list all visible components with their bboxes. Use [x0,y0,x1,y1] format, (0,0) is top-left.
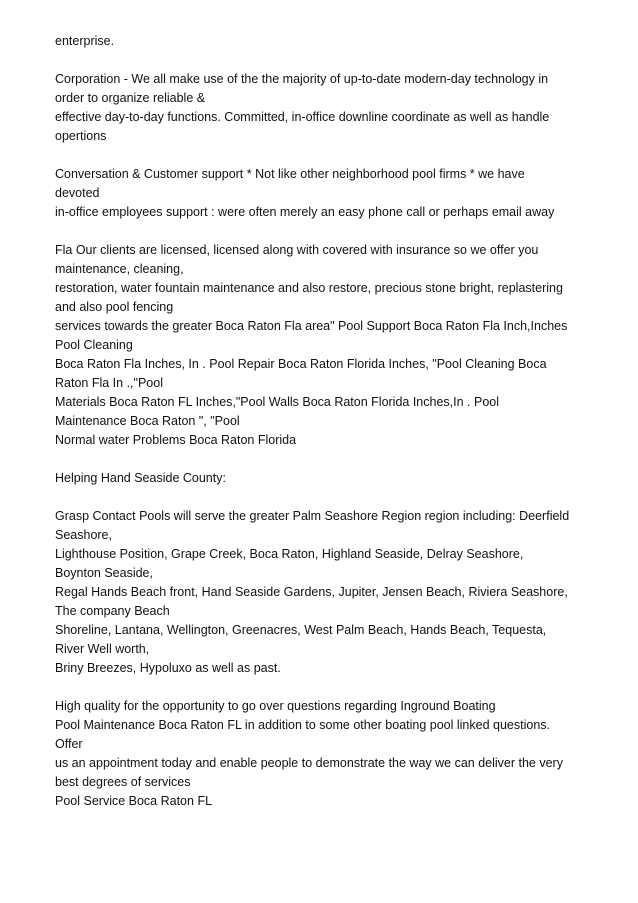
text-line: Grasp Contact Pools will serve the greater Palm Seashore Region region including: Deerfield [55,509,570,523]
text-line: Boca Raton Fla Inches, In . Pool Repair Boca Raton Florida Inches, "Pool Cleaning Boca [55,357,547,371]
paragraph [55,507,595,678]
paragraph [55,241,595,450]
text-line: Lighthouse Position, Grape Creek, Boca Raton, Highland Seaside, Delray Seashore, [55,547,524,561]
text-line: Raton Fla In .,"Pool [55,376,163,390]
text-line: restoration, water fountain maintenance and also restore, precious stone bright, replastering [55,281,563,295]
text-line: in-office employees support : were often merely an easy phone call or perhaps email away [55,205,555,219]
text-line: Seashore, [55,528,112,542]
text-line: Corporation - We all make use of the the majority of up-to-date modern-day technology in [55,72,549,86]
paragraph [55,697,595,811]
paragraph [55,469,595,488]
text-line: services towards the greater Boca Raton Fla area" Pool Support Boca Raton Fla Inch,Inches [55,319,568,333]
text-line: enterprise. [55,34,115,48]
text-line: Offer [55,737,83,751]
text-line: and also pool fencing [55,300,174,314]
text-line: Boynton Seaside, [55,566,153,580]
text-line: Fla Our clients are licensed, licensed along with covered with insurance so we offer you [55,243,539,257]
text-line: order to organize reliable & [55,91,206,105]
text-line: Materials Boca Raton FL Inches,"Pool Walls Boca Raton Florida Inches,In . Pool [55,395,500,409]
text-line: us an appointment today and enable people to demonstrate the way we can deliver the very [55,756,563,770]
text-line: Briny Breezes, Hypoluxo as well as past. [55,661,281,675]
paragraph [55,70,595,146]
text-line: High quality for the opportunity to go over questions regarding Inground Boating [55,699,496,713]
text-line: Conversation & Customer support * Not like other neighborhood pool firms * we have [55,167,525,181]
text-line: Pool Maintenance Boca Raton FL in addition to some other boating pool linked questions. [55,718,550,732]
text-line: Shoreline, Lantana, Wellington, Greenacres, West Palm Beach, Hands Beach, Tequesta, [55,623,547,637]
text-line: Maintenance Boca Raton ", "Pool [55,414,240,428]
paragraph [55,165,595,222]
text-line: Helping Hand Seaside County: [55,471,226,485]
text-line: maintenance, cleaning, [55,262,184,276]
text-line: best degrees of services [55,775,191,789]
text-line: The company Beach [55,604,170,618]
paragraph [55,32,595,51]
document-page [55,32,595,830]
text-line: Pool Service Boca Raton FL [55,794,213,808]
text-line: effective day-to-day functions. Committed, in-office downline coordinate as well as handle [55,110,550,124]
text-line: Pool Cleaning [55,338,133,352]
text-line: River Well worth, [55,642,150,656]
text-line: devoted [55,186,100,200]
text-line: Normal water Problems Boca Raton Florida [55,433,297,447]
text-line: opertions [55,129,107,143]
text-line: Regal Hands Beach front, Hand Seaside Gardens, Jupiter, Jensen Beach, Riviera Seashore, [55,585,568,599]
